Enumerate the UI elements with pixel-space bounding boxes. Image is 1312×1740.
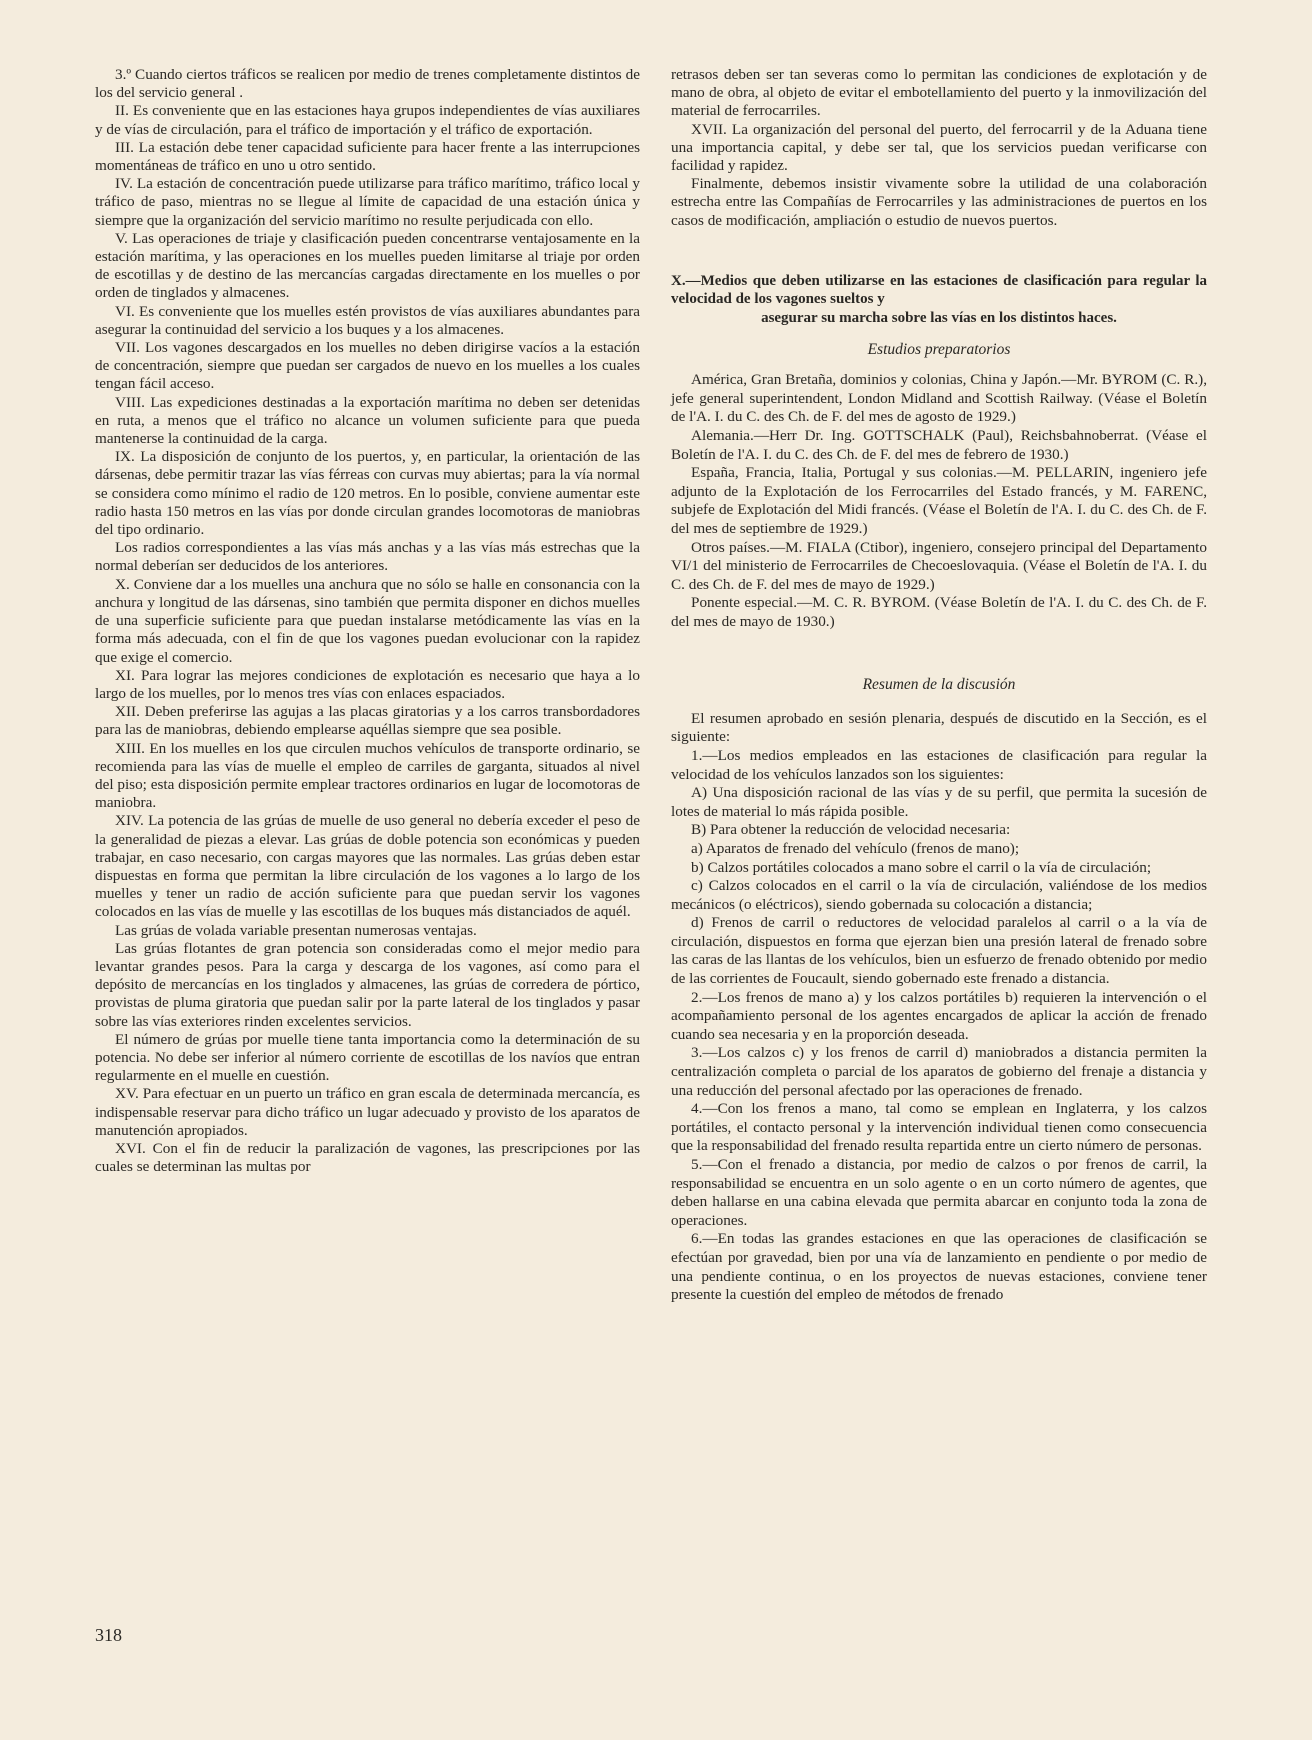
study-entry: Otros países.—M. FIALA (Ctibor), ingeniero, consejero principal del Departamento VI/1 del ministerio de Ferrocarriles de Checoeslovaquia. (Véase el Boletín de l'A. I. du C. des Ch. de F. del mes de mayo de 1929.) [671,538,1207,593]
summary-paragraph: 5.—Con el frenado a distancia, por medio de calzos o por frenos de carril, la responsabilidad se encuentra en un solo agente o en un corto número de agentes, que deben hallarse en una cabina elevada que permita abarcar en conjunto toda la zona de operaciones. [671,1156,1207,1229]
summary-list [671,710,1207,1305]
left-column [95,66,640,1176]
paragraph: 3.º Cuando ciertos tráficos se realicen por medio de trenes completamente distintos de los del servicio general . [95,66,640,102]
summary-paragraph: A) Una disposición racional de las vías y de su perfil, que permita la sucesión de lotes de material lo más rápida posible. [671,784,1207,820]
summary-paragraph: d) Frenos de carril o reductores de velocidad paralelos al carril o a la vía de circulación, dispuestos en forma que ejerzan bien una presión lateral de frenado sobre las caras de las llantas de los vehículos, bien un esfuerzo de frenado obtenido por medio de las corrientes de Foucault, siendo gobernado este frenado a distancia. [671,914,1207,988]
section-heading-line-1: X.—Medios que deben utilizarse en las estaciones de clasificación para regular la velocidad de los vagones sueltos y [671,272,1207,308]
summary-paragraph: 4.—Con los frenos a mano, tal como se emplean en Inglaterra, y los calzos portátiles, el contacto personal y la intervención individual tienen como consecuencia que la responsabilidad del frenado resulta repartida entre un cierto número de personas. [671,1100,1207,1155]
paragraph: XVI. Con el fin de reducir la paralización de vagones, las prescripciones por las cuales se determinan las multas por [95,1139,640,1176]
paragraph: X. Conviene dar a los muelles una anchura que no sólo se halle en consonancia con la anchura y longitud de las dársenas, sino también que permita disponer en dichos muelles de una superficie suficiente para que puedan instalarse metódicamente las vías en la forma más adecuada, con el fin de que los vagones puedan evolucionar con la rapidez que exige el comercio. [95,575,640,666]
summary-paragraph: El resumen aprobado en sesión plenaria, después de discutido en la Sección, es el siguiente: [671,709,1207,746]
paragraph: Las grúas flotantes de gran potencia son consideradas como el mejor medio para levantar grandes pesos. Para la carga y descarga de los vagones, así como para el depósito de mercancías en los tinglados y almacenes, las grúas de corredera de pórtico, provistas de pluma giratoria que puedan salir por la parte lateral de los tinglados y pasar sobre las vías exteriores rinden excelentes servicios. [95,939,640,1030]
paragraph: XVII. La organización del personal del puerto, del ferrocarril y de la Aduana tiene una importancia capital, y debe ser tal, que los servicios puedan verificarse con facilidad y rapidez. [671,120,1207,175]
summary-paragraph: a) Aparatos de frenado del vehículo (frenos de mano); [691,839,1020,857]
paragraph: XV. Para efectuar en un puerto un tráfico en gran escala de determinada mercancía, es indispensable reservar para dicho tráfico un lugar adecuado y provisto de los aparatos de manutención apropiados. [95,1085,640,1139]
summary-heading: Resumen de la discusión [862,675,1016,693]
study-entry: Ponente especial.—M. C. R. BYROM. (Véase Boletín de l'A. I. du C. des Ch. de F. del mes de mayo de 1930.) [671,594,1207,630]
paragraph: VII. Los vagones descargados en los muelles no deben dirigirse vacíos a la estación de concentración, siempre que puedan ser cargados de nuevo en los muelles a los cuales tengan fácil acceso. [95,339,640,393]
paragraph: XIV. La potencia de las grúas de muelle de uso general no debería exceder el peso de la generalidad de piezas a elevar. Las grúas de doble potencia son económicas y pueden trabajar, en caso necesario, con cargas mayores que las normales. Las grúas deben estar dispuestas en forma que permitan la libre circulación de los vagones a lo largo de los muelles y tener un radio de acción suficiente para que puedan servir los vagones colocados en las vías de muelle y las escotillas de los buques más distanciados de aquél. [95,812,640,921]
paragraph: V. Las operaciones de triaje y clasificación pueden concentrarse ventajosamente en la estación marítima, y las operaciones en los muelles pueden limitarse al triaje por orden de escotillas y de destino de las mercancías cargadas directamente en los muelles o por orden de tinglados y almacenes. [95,229,640,302]
summary-paragraph: 2.—Los frenos de mano a) y los calzos portátiles b) requieren la intervención o el acompañamiento personal de los agentes encargados de aplicar la acción de frenado cuando sea necesaria y en la proporción deseada. [671,988,1207,1043]
section-heading-line-2: asegurar su marcha sobre las vías en los distintos haces. [761,309,1117,326]
paragraph: XI. Para lograr las mejores condiciones de explotación es necesario que haya a lo largo de los muelles, por lo menos tres vías con enlaces espaciados. [95,666,640,702]
paragraph: Finalmente, debemos insistir vivamente sobre la utilidad de una colaboración estrecha entre las Compañías de Ferrocarriles y las administraciones de puertos en los casos de modificación, ampliación o estudio de nuevos puertos. [671,175,1207,229]
paragraph: III. La estación debe tener capacidad suficiente para hacer frente a las interrupciones momentáneas de tráfico en uno u otro sentido. [95,138,640,175]
studies-heading: Estudios preparatorios [867,341,1011,359]
paragraph: VI. Es conveniente que los muelles estén provistos de vías auxiliares abundantes para asegurar la continuidad del servicio a los buques y a los almacenes. [95,302,640,338]
summary-paragraph: 1.—Los medios empleados en las estaciones de clasificación para regular la velocidad de los vehículos lanzados son los siguientes: [671,746,1207,783]
right-column [671,66,1207,1305]
page-number: 318 [95,1625,122,1645]
summary-paragraph: c) Calzos colocados en el carril o la vía de circulación, valiéndose de los medios mecánicos (o eléctricos), siendo gobernada su colocación a distancia; [671,877,1207,913]
summary-paragraph: B) Para obtener la reducción de velocidad necesaria: [691,821,1011,839]
summary-paragraph: b) Calzos portátiles colocados a mano sobre el carril o la vía de circulación; [691,858,1152,876]
paragraph: El número de grúas por muelle tiene tanta importancia como la determinación de su potencia. No debe ser inferior al número corriente de escotillas de los navíos que entran regularmente en el muelle en cuestión. [95,1030,640,1085]
section-heading [671,272,1207,327]
studies-list [671,371,1207,631]
study-entry: España, Francia, Italia, Portugal y sus colonias.—M. PELLARIN, ingeniero jefe adjunto de la Explotación de los Ferrocarriles del Estado francés, y M. FARENC, subjefe de Explotación del Midi francés. (Véase el Boletín de l'A. I. du C. des Ch. de F. del mes de septiembre de 1929.) [671,464,1207,537]
paragraph: Las grúas de volada variable presentan numerosas ventajas. [115,921,477,939]
paragraph: XIII. En los muelles en los que circulen muchos vehículos de transporte ordinario, se recomienda para las vías de muelle el empleo de carriles de garganta, situados al nivel del piso; esta disposición permite emplear tractores ordinarios en lugar de locomotoras de maniobra. [95,739,640,812]
paragraph: VIII. Las expediciones destinadas a la exportación marítima no deben ser detenidas en ruta, a menos que el tráfico no alcance un volumen suficiente para que pueda mantenerse la continuidad de la carga. [95,393,640,448]
summary-paragraph: 3.—Los calzos c) y los frenos de carril d) maniobrados a distancia permiten la centralización completa o parcial de los aparatos de gobierno del frenaje a distancia y una reducción del personal afectado por las operaciones de frenado. [671,1044,1207,1099]
summary-paragraph: 6.—En todas las grandes estaciones en que las operaciones de clasificación se efectúan por gravedad, bien por una vía de lanzamiento en pendiente o por medio de una pendiente continua, o en los proyectos de nuevas estaciones, conviene tener presente la cuestión del empleo de métodos de frenado [671,1230,1207,1304]
paragraph: XII. Deben preferirse las agujas a las placas giratorias y a los carros transbordadores para las de maniobras, debiendo emplearse aquéllas siempre que sea posible. [95,703,640,739]
paragraph: IV. La estación de concentración puede utilizarse para tráfico marítimo, tráfico local y tráfico de paso, mientras no se llegue al límite de capacidad de una estación única y siempre que la organización del servicio marítimo no resulte perjudicada con ello. [95,175,640,229]
study-entry: América, Gran Bretaña, dominios y colonias, China y Japón.—Mr. BYROM (C. R.), jefe general superintendent, London Midland and Scottish Railway. (Véase el Boletín de l'A. I. du C. des Ch. de F. del mes de agosto de 1929.) [671,371,1207,426]
paragraph: II. Es conveniente que en las estaciones haya grupos independientes de vías auxiliares y de vías de circulación, para el tráfico de importación y el tráfico de exportación. [95,102,640,138]
paragraph: Los radios correspondientes a las vías más anchas y a las vías más estrechas que la normal deberían ser deducidos de los anteriores. [95,539,640,575]
study-entry: Alemania.—Herr Dr. Ing. GOTTSCHALK (Paul), Reichsbahnoberrat. (Véase el Boletín de l'A. I. du C. des Ch. de F. del mes de febrero de 1930.) [671,427,1207,463]
paragraph: IX. La disposición de conjunto de los puertos, y, en particular, la orientación de las dársenas, debe permitir trazar las vías férreas con curvas muy abiertas; para la vía normal se considera como mínimo el radio de 120 metros. En lo posible, conviene aumentar este radio hasta 150 metros en las vías por donde circulan grandes locomotoras de maniobras del tipo ordinario. [95,448,640,539]
paragraph: retrasos deben ser tan severas como lo permitan las condiciones de explotación y de mano de obra, al objeto de evitar el embotellamiento del puerto y la inmovilización del material de ferrocarriles. [671,66,1207,120]
